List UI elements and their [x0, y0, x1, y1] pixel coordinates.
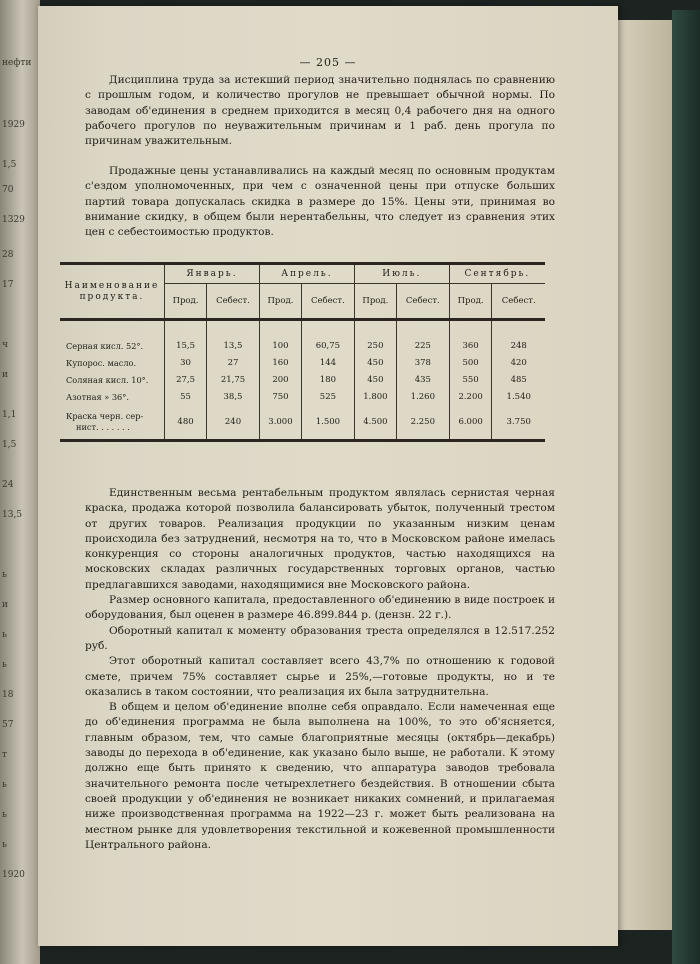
- table-cell: 27: [207, 354, 260, 371]
- table-cell: 21,75: [207, 371, 260, 388]
- left-fragment: 24: [2, 480, 14, 490]
- left-fragment: ь: [2, 570, 7, 580]
- table-cell: 525: [301, 388, 354, 405]
- table-cell: 160: [259, 354, 301, 371]
- product-name-line: нист. . . . . . .: [76, 422, 130, 432]
- table-row: [60, 371, 545, 388]
- table-cell: 450: [354, 371, 396, 388]
- price-cost-table: [60, 262, 545, 442]
- body-text: [85, 486, 555, 853]
- product-name: [60, 405, 165, 441]
- table-cell: 550: [449, 371, 492, 388]
- left-fragment: ь: [2, 780, 7, 790]
- table-subheader: Себест.: [492, 284, 545, 320]
- table-cell: 378: [396, 354, 449, 371]
- left-fragment: 13,5: [2, 510, 23, 520]
- table-cell: 1.800: [354, 388, 396, 405]
- left-fragment: ь: [2, 840, 7, 850]
- page-number: — 205 —: [299, 56, 357, 69]
- book-page-edges: [610, 20, 672, 930]
- table-subheader: Прод.: [259, 284, 301, 320]
- table-cell: 1.500: [301, 405, 354, 441]
- table-spacer-row: [60, 320, 545, 338]
- left-fragment: ь: [2, 810, 7, 820]
- left-fragment: ь: [2, 630, 7, 640]
- table-cell: 1.260: [396, 388, 449, 405]
- book-page: [38, 6, 618, 946]
- table-cell: 485: [492, 371, 545, 388]
- table-subheader: Прод.: [449, 284, 492, 320]
- left-fragment: ь: [2, 660, 7, 670]
- table-header-month: Июль.: [354, 264, 449, 284]
- table-header-month: Апрель.: [259, 264, 354, 284]
- table-cell: 55: [165, 388, 207, 405]
- left-fragment: 1,1: [2, 410, 17, 420]
- table-row: [60, 405, 545, 441]
- table-row: [60, 388, 545, 405]
- table-cell: 480: [165, 405, 207, 441]
- table-cell: 200: [259, 371, 301, 388]
- product-name: Азотная » 36°.: [66, 391, 129, 402]
- table-cell: 248: [492, 337, 545, 354]
- left-fragment: т: [2, 750, 7, 760]
- book-cover-edge: [672, 10, 700, 964]
- table-header-month: Январь.: [165, 264, 260, 284]
- adjacent-page-strip: [0, 0, 40, 964]
- table-cell: 420: [492, 354, 545, 371]
- table-subheader: Себест.: [207, 284, 260, 320]
- left-fragment: нефти: [2, 58, 32, 68]
- table-row: [60, 354, 545, 371]
- table-subheader: Прод.: [165, 284, 207, 320]
- product-name: Купорос. масло.: [66, 357, 137, 368]
- table-cell: 60,75: [301, 337, 354, 354]
- table-cell: 1.540: [492, 388, 545, 405]
- paragraph: Единственным весьма рентабельным продуктом являлась сернистая черная краска, продажа которой позволила балансировать убыток, полученный трестом от других товаров. Реализация продукции по указанным низким ценам происходила без затруднений, несмотря на то, что в Московском районе имелась конкуренция со стороны аналогичных продуктов, частью находящихся на московских складах различных государственных торговых органов, частью предлагавшихся заводами, находящимися вне Московского района.: [85, 487, 555, 591]
- table-cell: 3.000: [259, 405, 301, 441]
- table-subheader: Себест.: [396, 284, 449, 320]
- left-fragment: 1,5: [2, 160, 17, 170]
- table-cell: 180: [301, 371, 354, 388]
- table-cell: 2.250: [396, 405, 449, 441]
- table-cell: 27,5: [165, 371, 207, 388]
- table-cell: 6.000: [449, 405, 492, 441]
- left-fragment: 1,5: [2, 440, 17, 450]
- left-fragment: и: [2, 600, 8, 610]
- paragraph: Оборотный капитал к моменту образования треста определялся в 12.517.252 руб.: [85, 624, 555, 652]
- table-cell: 450: [354, 354, 396, 371]
- left-fragment: ч: [2, 340, 8, 350]
- paragraph: Размер основного капитала, предоставленного об'единению в виде построек и оборудования, был оценен в размере 46.899.844 р. (дензн. 22 г.).: [85, 594, 555, 622]
- table-cell: 435: [396, 371, 449, 388]
- left-fragment: 1929: [2, 120, 25, 130]
- table-cell: 100: [259, 337, 301, 354]
- left-fragment: и: [2, 370, 8, 380]
- intro-paragraph-discipline: [85, 73, 555, 149]
- left-fragment: 18: [2, 690, 14, 700]
- table-cell: 225: [396, 337, 449, 354]
- table-cell: 3.750: [492, 405, 545, 441]
- paragraph: Продажные цены устанавливались на каждый месяц по основным продуктам с'ездом уполномоченных, при чем с означенной цены при отпуске больших партий товара допускалась скидка в размере до 15%. Цены эти, принимая во внимание скидку, в общем были нерентабельны, что следует из сравнения этих цен с себестоимостью продуктов.: [85, 165, 555, 239]
- left-fragment: 28: [2, 250, 14, 260]
- table-header-product: Наименование продукта.: [60, 264, 165, 320]
- table-cell: 4.500: [354, 405, 396, 441]
- product-name-line: Краска черн. сер-: [66, 411, 144, 421]
- table-row: [60, 337, 545, 354]
- table-cell: 750: [259, 388, 301, 405]
- table-cell: 15,5: [165, 337, 207, 354]
- paragraph: Дисциплина труда за истекший период значительно поднялась по сравнению с прошлым годом, и количество прогулов не превышает обычной нормы. По заводам об'единения в среднем приходится в месяц 0,4 рабочего дня на одного рабочего прогулов по неуважительным причинам и 1 раб. день прогула по причинам уважительным.: [85, 74, 555, 148]
- table-header-month: Сентябрь.: [449, 264, 545, 284]
- left-fragment: 57: [2, 720, 14, 730]
- table-cell: 13,5: [207, 337, 260, 354]
- table-subheader: Прод.: [354, 284, 396, 320]
- left-fragment: 1920: [2, 870, 25, 880]
- table-subheader: Себест.: [301, 284, 354, 320]
- table-cell: 38,5: [207, 388, 260, 405]
- left-fragment: 1329: [2, 215, 25, 225]
- paragraph: Этот оборотный капитал составляет всего 43,7% по отношению к годовой смете, причем 75% составляет сырье и 25%,—готовые продукты, но и те оказались в таком состоянии, что реализация их была затруднительна.: [85, 655, 555, 698]
- table-cell: 360: [449, 337, 492, 354]
- left-fragment: 70: [2, 185, 14, 195]
- intro-paragraph-prices: [85, 164, 555, 240]
- product-name: Серная кисл. 52°.: [66, 340, 144, 351]
- product-name: Соляная кисл. 10°.: [66, 374, 149, 385]
- table-cell: 250: [354, 337, 396, 354]
- table-cell: 30: [165, 354, 207, 371]
- table-cell: 500: [449, 354, 492, 371]
- table-cell: 2.200: [449, 388, 492, 405]
- left-fragment: 17: [2, 280, 14, 290]
- table-cell: 144: [301, 354, 354, 371]
- table-cell: 240: [207, 405, 260, 441]
- paragraph: В общем и целом об'единение вполне себя оправдало. Если намеченная еще до об'единения программа не была выполнена на 100%, то это об'ясняется, главным образом, тем, что самые благоприятные месяцы (октябрь—декабрь) заводы до перехода в об'единение, как указано было выше, не работали. К этому должно еще быть принято к сведению, что аппаратура заводов требовала значительного ремонта после четырехлетнего бездействия. В отношении сбыта своей продукции у об'единения не возникает никаких сомнений, и прилагаемая ниже производственная программа на 1922—23 г. может быть реализована на местном рынке для удовлетворения текстильной и кожевенной промышленности Центрального района.: [85, 701, 555, 851]
